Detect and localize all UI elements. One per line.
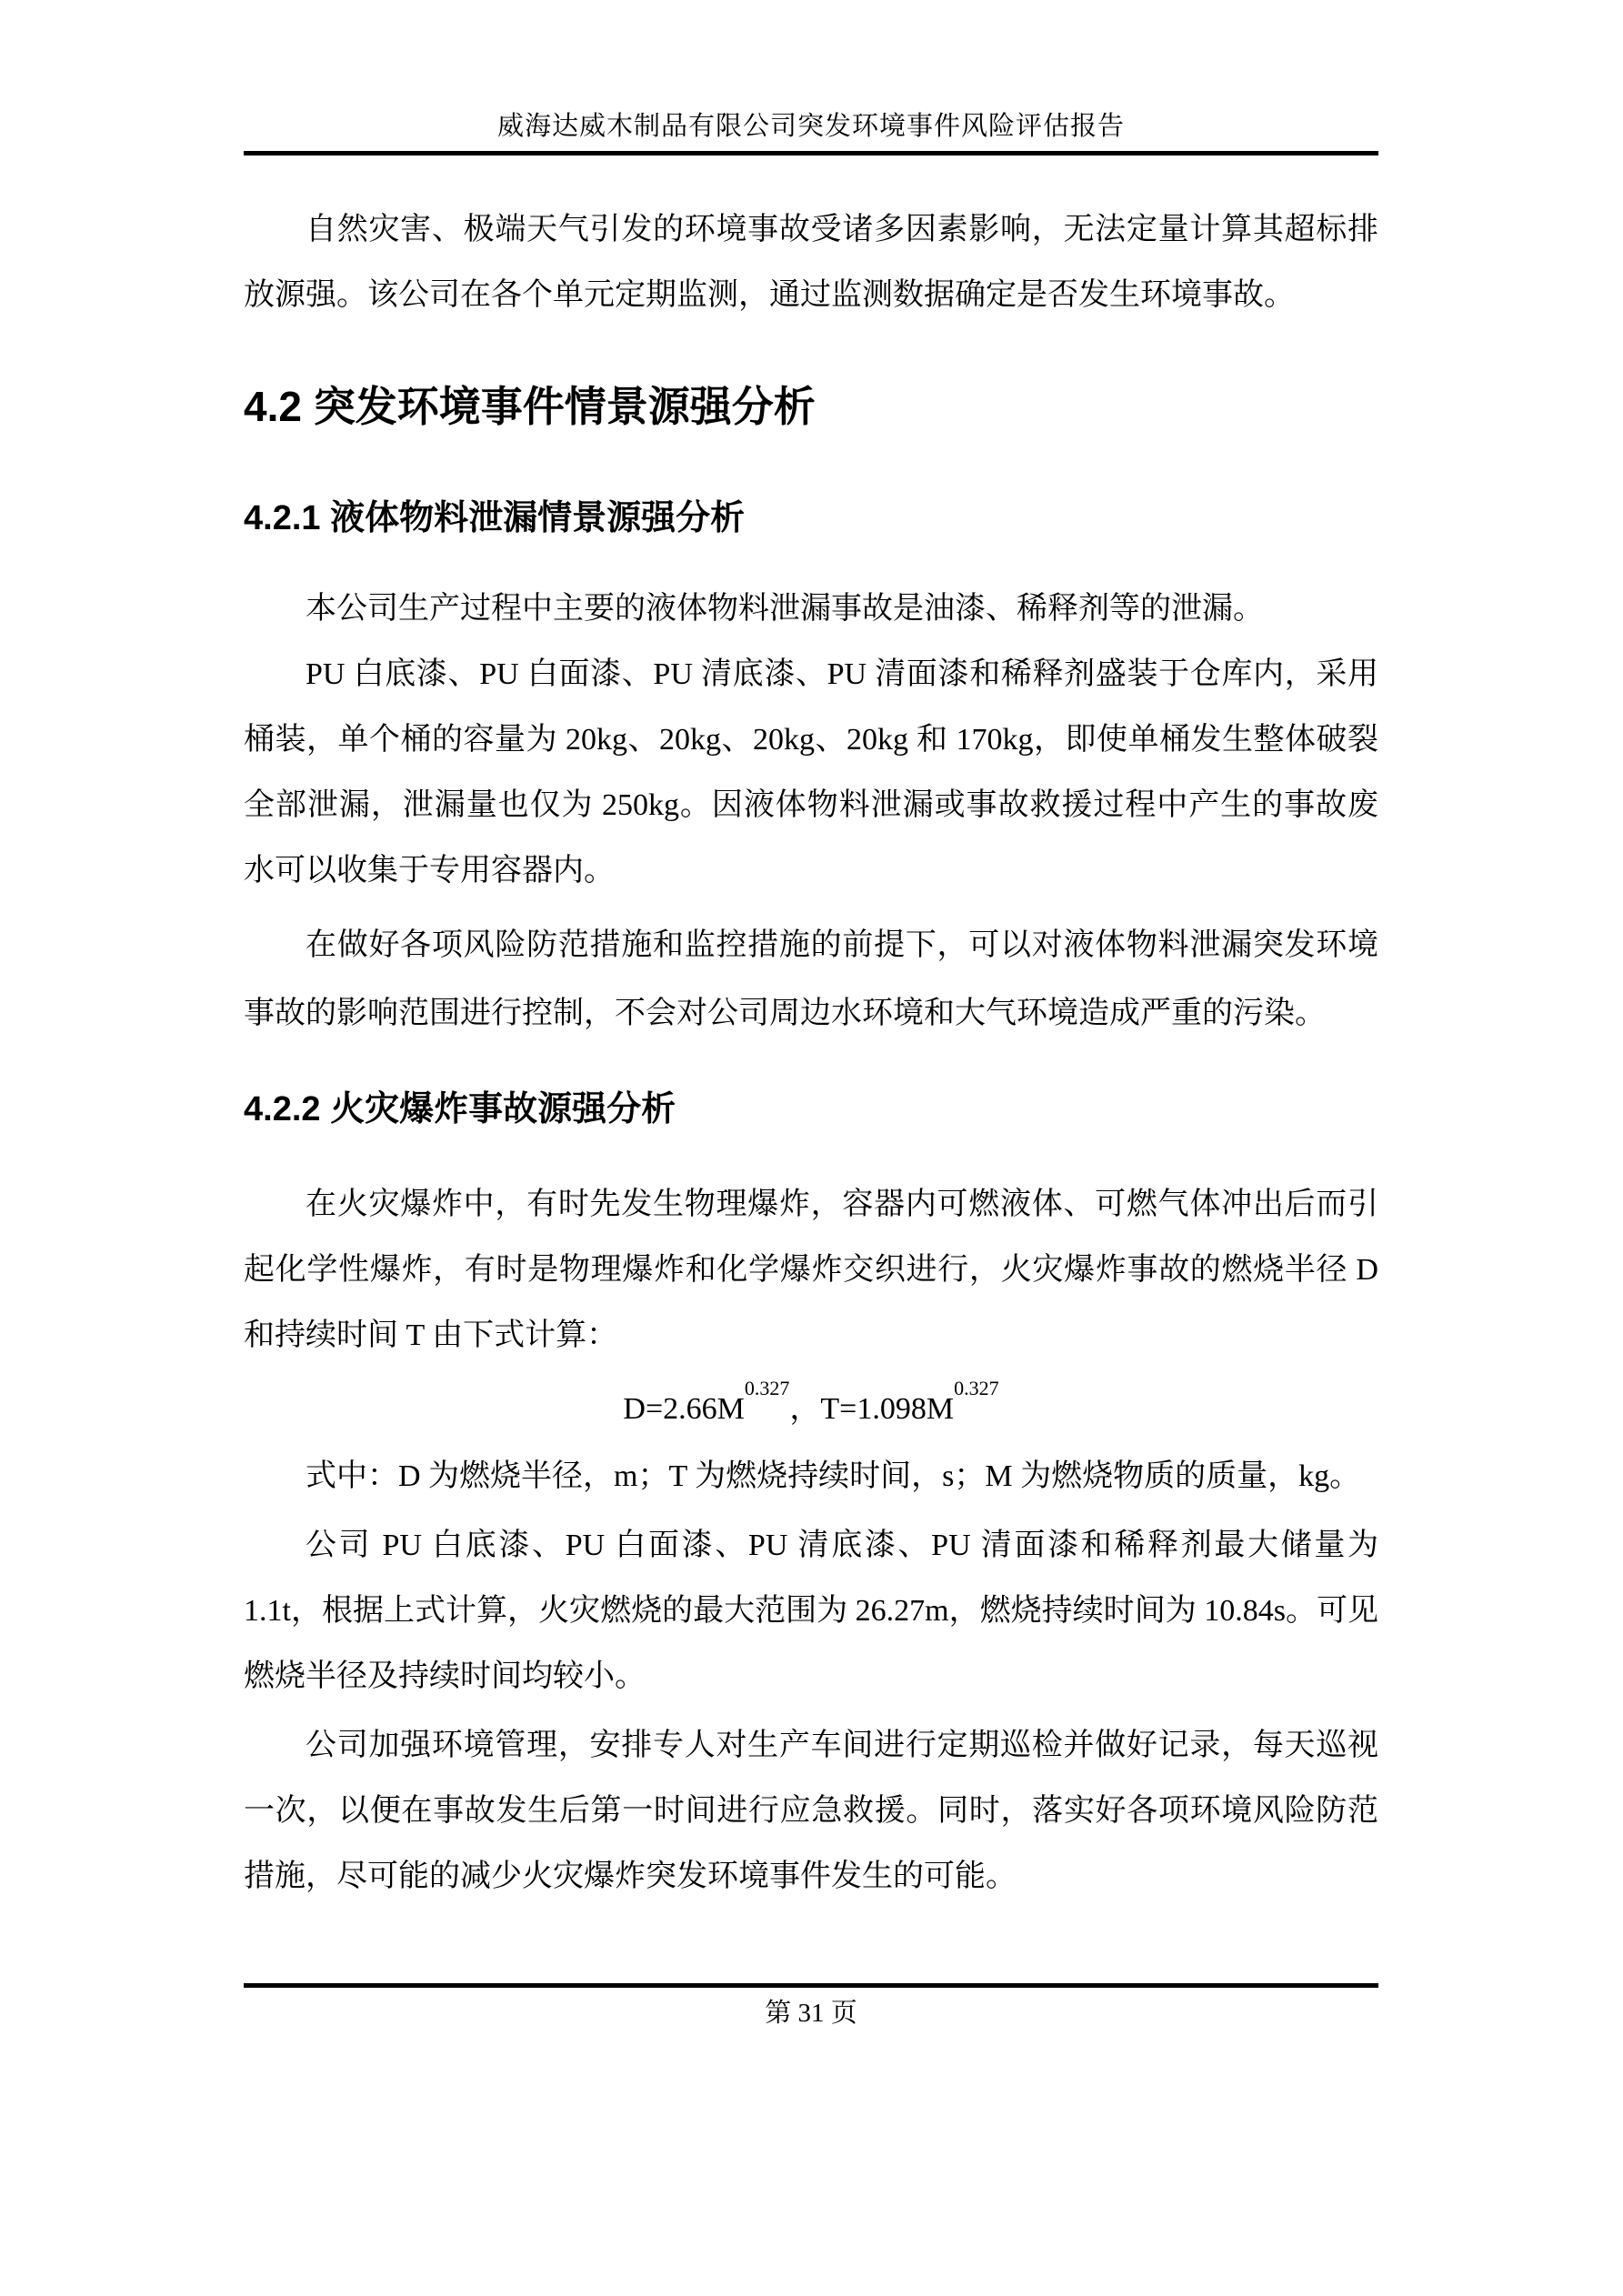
text-column <box>244 0 1378 2031</box>
subsection-heading-4-2-2: 4.2.2 火灾爆炸事故源强分析 <box>244 1090 676 1128</box>
section-heading-4-2: 4.2 突发环境事件情景源强分析 <box>244 383 816 430</box>
paragraph-liquid-leak-intro: 本公司生产过程中主要的液体物料泄漏事故是油漆、稀释剂等的泄漏。 <box>306 592 1264 626</box>
page-number: 第 31 页 <box>765 1999 857 2028</box>
formula-d-exponent: 0.327 <box>744 1376 790 1399</box>
paragraph-natural-disaster: 自然灾害、极端天气引发的环境事故受诸多因素影响，无法定量计算其超标排放源强。该公司在各个单元定期监测，通过监测数据确定是否发生环境事故。 <box>244 213 1378 312</box>
page-header-title: 威海达威木制品有限公司突发环境事件风险评估报告 <box>496 112 1125 141</box>
formula-d-base: D=2.66M <box>623 1392 745 1426</box>
formula-burning-radius-duration <box>244 1377 1378 1442</box>
paragraph-fire-explosion-intro: 在火灾爆炸中，有时先发生物理爆炸，容器内可燃液体、可燃气体冲出后而引起化学性爆炸，有时是物理爆炸和化学爆炸交织进行，火灾爆炸事故的燃烧半径 D 和持续时间 T 由下式计算： <box>244 1188 1378 1352</box>
subsection-heading-4-2-1: 4.2.1 液体物料泄漏情景源强分析 <box>244 499 746 537</box>
paragraph-management-measures: 公司加强环境管理，安排专人对生产车间进行定期巡检并做好记录，每天巡视一次，以便在事故发生后第一时间进行应急救援。同时，落实好各项环境风险防范措施，尽可能的减少火灾爆炸突发环境事件发生的可能。 <box>244 1729 1378 1893</box>
paragraph-leak-control: 在做好各项风险防范措施和监控措施的前提下，可以对液体物料泄漏突发环境事故的影响范围进行控制，不会对公司周边水环境和大气环境造成严重的污染。 <box>244 928 1378 1030</box>
footer-rule <box>244 1983 1378 1988</box>
paragraph-burn-calculation-result: 公司 PU 白底漆、PU 白面漆、PU 清底漆、PU 清面漆和稀释剂最大储量为 1.1t，根据上式计算，火灾燃烧的最大范围为 26.27m，燃烧持续时间为 10.84s。可见燃烧半径及持续时间均较小。 <box>244 1529 1378 1693</box>
paragraph-paint-storage: PU 白底漆、PU 白面漆、PU 清底漆、PU 清面漆和稀释剂盛装于仓库内，采用桶装，单个桶的容量为 20kg、20kg、20kg、20kg 和 170kg，即使单桶发生整体破裂全部泄漏，泄漏量也仅为 250kg。因液体物料泄漏或事故救援过程中产生的事故废水可以收集于专用容器内。 <box>244 657 1378 887</box>
paragraph-formula-legend: 式中：D 为燃烧半径，m；T 为燃烧持续时间，s；M 为燃烧物质的质量，kg。 <box>306 1459 1361 1493</box>
formula-separator: ， <box>789 1392 821 1426</box>
formula-t-exponent: 0.327 <box>954 1376 999 1399</box>
header-rule <box>244 151 1378 155</box>
formula-t-base: T=1.098M <box>820 1392 955 1426</box>
